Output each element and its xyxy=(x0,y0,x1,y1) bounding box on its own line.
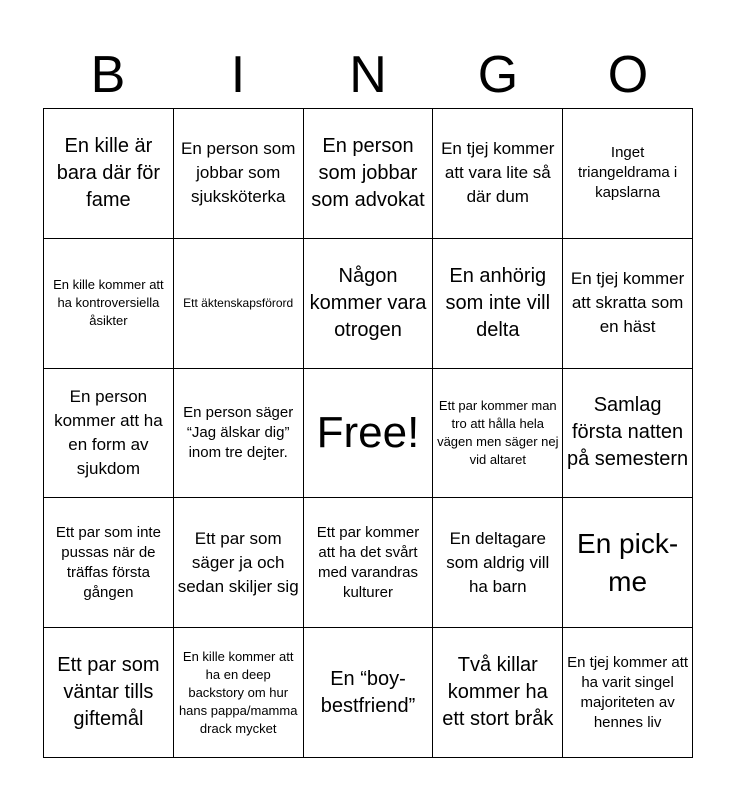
bingo-cell[interactable]: En person som jobbar som advokat xyxy=(304,109,434,239)
bingo-cell[interactable]: En anhörig som inte vill delta xyxy=(433,239,563,369)
bingo-cell[interactable]: Inget triangeldrama i kapslarna xyxy=(563,109,693,239)
bingo-cell[interactable]: En deltagare som aldrig vill ha barn xyxy=(433,498,563,628)
bingo-cell[interactable]: Någon kommer vara otrogen xyxy=(304,239,434,369)
bingo-cell[interactable]: En kille kommer att ha kontroversiella åsikter xyxy=(44,239,174,369)
bingo-cell[interactable]: En person som jobbar som sjuksköterka xyxy=(174,109,304,239)
header-letter-n: N xyxy=(349,46,387,104)
bingo-cell[interactable]: En kille är bara där för fame xyxy=(44,109,174,239)
bingo-header xyxy=(43,45,693,105)
bingo-cell[interactable]: Ett par kommer att ha det svårt med varandras kulturer xyxy=(304,498,434,628)
bingo-cell[interactable]: Ett äktenskapsförord xyxy=(174,239,304,369)
bingo-cell[interactable]: En pick-me xyxy=(563,498,693,628)
bingo-cell[interactable]: Två killar kommer ha ett stort bråk xyxy=(433,628,563,758)
bingo-cell[interactable]: Samlag första natten på semestern xyxy=(563,369,693,499)
bingo-grid xyxy=(43,108,693,758)
bingo-cell[interactable]: En kille kommer att ha en deep backstory om hur hans pappa/mamma drack mycket xyxy=(174,628,304,758)
header-letter-o: O xyxy=(607,46,649,104)
bingo-cell[interactable]: Ett par som väntar tills giftemål xyxy=(44,628,174,758)
bingo-cell[interactable]: Ett par som säger ja och sedan skiljer sig xyxy=(174,498,304,628)
free-space-cell[interactable]: Free! xyxy=(304,369,434,499)
header-letter-g: G xyxy=(477,46,519,104)
bingo-cell[interactable]: En person säger “Jag älskar dig” inom tre dejter. xyxy=(174,369,304,499)
bingo-cell[interactable]: En “boy-bestfriend” xyxy=(304,628,434,758)
bingo-cell[interactable]: En tjej kommer att skratta som en häst xyxy=(563,239,693,369)
bingo-cell[interactable]: Ett par som inte pussas när de träffas första gången xyxy=(44,498,174,628)
bingo-cell[interactable]: En tjej kommer att ha varit singel majoriteten av hennes liv xyxy=(563,628,693,758)
bingo-cell[interactable]: Ett par kommer man tro att hålla hela vägen men säger nej vid altaret xyxy=(433,369,563,499)
bingo-cell[interactable]: En tjej kommer att vara lite så där dum xyxy=(433,109,563,239)
header-letter-i: I xyxy=(230,46,246,104)
header-letter-b: B xyxy=(90,46,126,104)
bingo-cell[interactable]: En person kommer att ha en form av sjukdom xyxy=(44,369,174,499)
